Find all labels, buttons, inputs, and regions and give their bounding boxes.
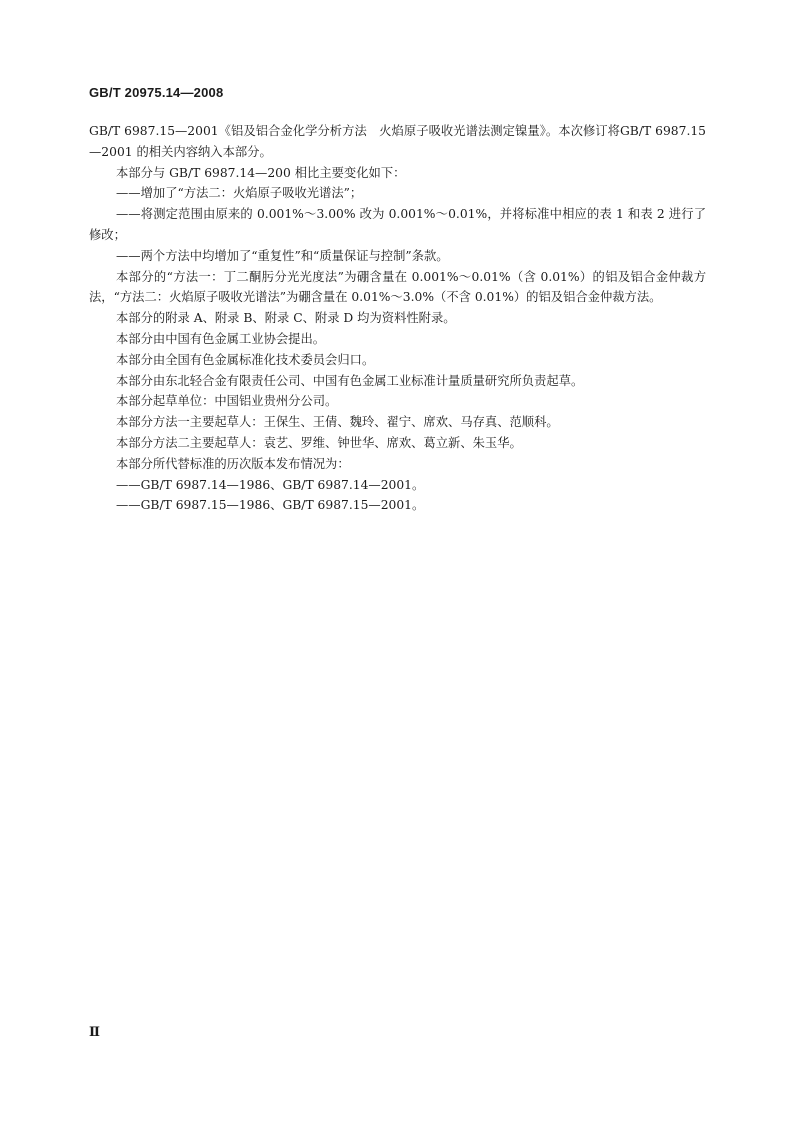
paragraph-proposer: 本部分由中国有色金属工业协会提出。 xyxy=(116,331,326,346)
paragraph-drafters-method-2: 本部分方法二主要起草人：袁艺、罗维、钟世华、席欢、葛立新、朱玉华。 xyxy=(116,435,522,450)
list-item-history-1: ——GB/T 6987.14—1986、GB/T 6987.14—2001。 xyxy=(116,477,425,492)
page-number: Ⅱ xyxy=(89,1025,100,1040)
paragraph-appendices: 本部分的附录 A、附录 B、附录 C、附录 D 均为资料性附录。 xyxy=(116,311,456,326)
list-item-change-2: ——将测定范围由原来的 0.001%～3.00% 改为 0.001%～0.01%，并将标准中相应的表 1 和表 2 进行了修改； xyxy=(89,207,706,242)
paragraph-drafter: 本部分由东北轻合金有限责任公司、中国有色金属工业标准计量质量研究所负责起草。 xyxy=(116,373,584,388)
paragraph-continuation: GB/T 6987.15—2001《铝及铝合金化学分析方法 火焰原子吸收光谱法测定镍量》。本次修订将GB/T 6987.15—2001 的相关内容纳入本部分。 xyxy=(89,124,706,159)
paragraph-changes-intro: 本部分与 GB/T 6987.14—200 相比主要变化如下： xyxy=(116,165,406,180)
list-item-change-1: ——增加了“方法二：火焰原子吸收光谱法”； xyxy=(116,186,363,201)
paragraph-drafters-method-1: 本部分方法一主要起草人：王保生、王倩、魏玲、翟宁、席欢、马存真、范顺科。 xyxy=(116,415,559,430)
paragraph-history-intro: 本部分所代替标准的历次版本发布情况为： xyxy=(116,456,350,471)
paragraph-methods: 本部分的“方法一：丁二酮肟分光光度法”为硼含量在 0.001%～0.01%（含 0.01%）的铝及铝合金仲裁方法，“方法二：火焰原子吸收光谱法”为硼含量在 0.01%～3.0%（不含 0.01%）的铝及铝合金仲裁方法。 xyxy=(89,269,706,305)
list-item-change-3: ——两个方法中均增加了“重复性”和“质量保证与控制”条款。 xyxy=(116,248,449,263)
paragraph-drafting-unit: 本部分起草单位：中国铝业贵州分公司。 xyxy=(116,394,338,409)
standard-code-header: GB/T 20975.14—2008 xyxy=(89,85,224,100)
list-item-history-2: ——GB/T 6987.15—1986、GB/T 6987.15—2001。 xyxy=(116,498,425,513)
document-body xyxy=(89,121,706,516)
paragraph-centralizer: 本部分由全国有色金属标准化技术委员会归口。 xyxy=(116,352,375,367)
